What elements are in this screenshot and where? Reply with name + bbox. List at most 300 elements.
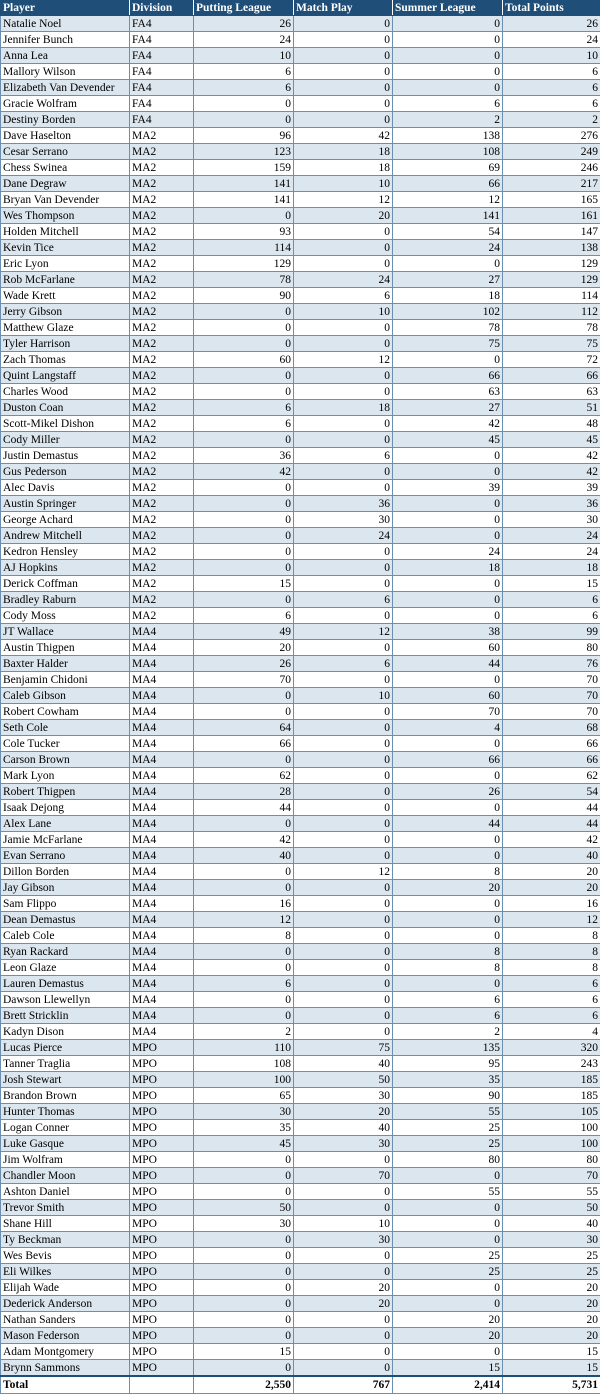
table-row: [1, 1152, 600, 1168]
cell-division: FA4: [130, 64, 194, 80]
table-row: [1, 96, 600, 112]
cell-division: MA4: [130, 1024, 194, 1040]
cell-match-play: 0: [294, 608, 393, 624]
table-row: [1, 304, 600, 320]
cell-summer-league: 80: [393, 1152, 503, 1168]
cell-player: Dane Degraw: [1, 176, 130, 192]
cell-player: Anna Lea: [1, 48, 130, 64]
header-player[interactable]: Player: [1, 1, 130, 16]
cell-total-points: 55: [503, 1184, 600, 1200]
cell-summer-league: 0: [393, 16, 503, 32]
cell-summer-league: 90: [393, 1088, 503, 1104]
cell-player: Seth Cole: [1, 720, 130, 736]
header-division[interactable]: Division: [130, 1, 194, 16]
cell-total-points: 20: [503, 1312, 600, 1328]
cell-player: Natalie Noel: [1, 16, 130, 32]
cell-match-play: 18: [294, 160, 393, 176]
cell-match-play: 6: [294, 448, 393, 464]
cell-division: MA4: [130, 848, 194, 864]
cell-match-play: 0: [294, 1184, 393, 1200]
cell-putting-league: 0: [194, 528, 294, 544]
cell-total-points: 30: [503, 512, 600, 528]
cell-total-points: 66: [503, 752, 600, 768]
cell-division: MA2: [130, 608, 194, 624]
cell-summer-league: 70: [393, 704, 503, 720]
cell-match-play: 36: [294, 496, 393, 512]
cell-division: MPO: [130, 1104, 194, 1120]
cell-putting-league: 42: [194, 832, 294, 848]
table-row: [1, 224, 600, 240]
cell-player: Jamie McFarlane: [1, 832, 130, 848]
cell-player: Eli Wilkes: [1, 1264, 130, 1280]
cell-player: Derick Coffman: [1, 576, 130, 592]
cell-total-points: 36: [503, 496, 600, 512]
cell-total-points: 243: [503, 1056, 600, 1072]
cell-match-play: 6: [294, 656, 393, 672]
cell-summer-league: 60: [393, 688, 503, 704]
cell-division: MPO: [130, 1120, 194, 1136]
cell-match-play: 0: [294, 32, 393, 48]
cell-player: Hunter Thomas: [1, 1104, 130, 1120]
cell-player: Kedron Hensley: [1, 544, 130, 560]
cell-match-play: 0: [294, 368, 393, 384]
cell-player: Tyler Harrison: [1, 336, 130, 352]
cell-putting-league: 0: [194, 1152, 294, 1168]
cell-summer-league: 20: [393, 880, 503, 896]
cell-summer-league: 55: [393, 1104, 503, 1120]
cell-putting-league: 0: [194, 1248, 294, 1264]
cell-player: Ashton Daniel: [1, 1184, 130, 1200]
cell-total-points: 8: [503, 928, 600, 944]
table-row: [1, 48, 600, 64]
cell-total-points: 75: [503, 336, 600, 352]
cell-player: Elijah Wade: [1, 1280, 130, 1296]
cell-summer-league: 25: [393, 1136, 503, 1152]
cell-summer-league: 69: [393, 160, 503, 176]
cell-putting-league: 6: [194, 976, 294, 992]
cell-division: MA2: [130, 352, 194, 368]
cell-player: Adam Montgomery: [1, 1344, 130, 1360]
table-row: [1, 944, 600, 960]
cell-division: MPO: [130, 1152, 194, 1168]
cell-division: MA2: [130, 544, 194, 560]
cell-match-play: 0: [294, 112, 393, 128]
cell-division: MA2: [130, 576, 194, 592]
cell-total-points: 68: [503, 720, 600, 736]
cell-division: MA2: [130, 384, 194, 400]
cell-total-points: 276: [503, 128, 600, 144]
cell-summer-league: 0: [393, 1280, 503, 1296]
cell-putting-league: 0: [194, 368, 294, 384]
cell-putting-league: 62: [194, 768, 294, 784]
totals-putting-league: 2,550: [194, 1376, 294, 1394]
cell-total-points: 48: [503, 416, 600, 432]
cell-player: AJ Hopkins: [1, 560, 130, 576]
table-row: [1, 736, 600, 752]
cell-putting-league: 15: [194, 576, 294, 592]
header-total-points[interactable]: Total Points: [503, 1, 600, 16]
cell-summer-league: 95: [393, 1056, 503, 1072]
cell-total-points: 25: [503, 1248, 600, 1264]
cell-division: MA2: [130, 128, 194, 144]
cell-total-points: 18: [503, 560, 600, 576]
cell-player: Brandon Brown: [1, 1088, 130, 1104]
totals-label: Total: [1, 1376, 130, 1394]
cell-summer-league: 102: [393, 304, 503, 320]
cell-match-play: 0: [294, 880, 393, 896]
cell-player: Ryan Rackard: [1, 944, 130, 960]
cell-match-play: 10: [294, 1216, 393, 1232]
cell-putting-league: 0: [194, 816, 294, 832]
table-row: [1, 64, 600, 80]
cell-player: Zach Thomas: [1, 352, 130, 368]
cell-division: MA4: [130, 816, 194, 832]
cell-division: MPO: [130, 1280, 194, 1296]
table-row: [1, 992, 600, 1008]
cell-putting-league: 50: [194, 1200, 294, 1216]
cell-player: Austin Springer: [1, 496, 130, 512]
cell-summer-league: 25: [393, 1120, 503, 1136]
cell-putting-league: 15: [194, 1344, 294, 1360]
cell-division: MA2: [130, 528, 194, 544]
cell-match-play: 12: [294, 352, 393, 368]
cell-player: Chess Swinea: [1, 160, 130, 176]
cell-player: Jay Gibson: [1, 880, 130, 896]
cell-player: JT Wallace: [1, 624, 130, 640]
cell-match-play: 12: [294, 624, 393, 640]
cell-match-play: 0: [294, 912, 393, 928]
cell-division: MA2: [130, 464, 194, 480]
cell-total-points: 42: [503, 832, 600, 848]
cell-match-play: 0: [294, 784, 393, 800]
cell-summer-league: 0: [393, 592, 503, 608]
cell-division: MPO: [130, 1184, 194, 1200]
table-row: [1, 752, 600, 768]
table-row: [1, 112, 600, 128]
cell-summer-league: 66: [393, 752, 503, 768]
cell-summer-league: 20: [393, 1328, 503, 1344]
cell-match-play: 0: [294, 800, 393, 816]
cell-total-points: 114: [503, 288, 600, 304]
cell-match-play: 18: [294, 400, 393, 416]
cell-match-play: 0: [294, 672, 393, 688]
cell-player: Shane Hill: [1, 1216, 130, 1232]
cell-player: Mark Lyon: [1, 768, 130, 784]
cell-total-points: 6: [503, 80, 600, 96]
cell-putting-league: 0: [194, 1232, 294, 1248]
cell-putting-league: 0: [194, 1296, 294, 1312]
cell-division: MPO: [130, 1056, 194, 1072]
table-row: [1, 192, 600, 208]
cell-division: MPO: [130, 1264, 194, 1280]
cell-summer-league: 8: [393, 944, 503, 960]
cell-summer-league: 108: [393, 144, 503, 160]
cell-total-points: 50: [503, 1200, 600, 1216]
cell-division: MA2: [130, 448, 194, 464]
cell-player: Dillon Borden: [1, 864, 130, 880]
table-row: [1, 1296, 600, 1312]
table-row: [1, 656, 600, 672]
table-row: [1, 1184, 600, 1200]
table-row: [1, 1216, 600, 1232]
cell-player: Matthew Glaze: [1, 320, 130, 336]
cell-putting-league: 0: [194, 96, 294, 112]
table-row: [1, 864, 600, 880]
table-row: [1, 1280, 600, 1296]
cell-match-play: 0: [294, 816, 393, 832]
cell-division: MA2: [130, 176, 194, 192]
table-row: [1, 1200, 600, 1216]
table-row: [1, 1088, 600, 1104]
cell-putting-league: 30: [194, 1216, 294, 1232]
table-row: [1, 208, 600, 224]
cell-division: MPO: [130, 1312, 194, 1328]
table-row: [1, 496, 600, 512]
cell-putting-league: 2: [194, 1024, 294, 1040]
cell-putting-league: 6: [194, 608, 294, 624]
cell-player: Duston Coan: [1, 400, 130, 416]
cell-summer-league: 0: [393, 352, 503, 368]
cell-match-play: 0: [294, 1344, 393, 1360]
cell-summer-league: 24: [393, 240, 503, 256]
table-row: [1, 1264, 600, 1280]
cell-putting-league: 0: [194, 384, 294, 400]
table-row: [1, 480, 600, 496]
cell-division: MA4: [130, 768, 194, 784]
cell-summer-league: 0: [393, 256, 503, 272]
cell-player: Benjamin Chidoni: [1, 672, 130, 688]
cell-division: MA2: [130, 256, 194, 272]
cell-match-play: 0: [294, 240, 393, 256]
cell-summer-league: 66: [393, 176, 503, 192]
cell-player: Brett Stricklin: [1, 1008, 130, 1024]
cell-putting-league: 0: [194, 944, 294, 960]
cell-summer-league: 12: [393, 192, 503, 208]
cell-division: MA2: [130, 496, 194, 512]
table-body: [1, 16, 600, 1377]
cell-division: MA2: [130, 192, 194, 208]
table-row: [1, 928, 600, 944]
table-row: [1, 128, 600, 144]
cell-player: Dawson Llewellyn: [1, 992, 130, 1008]
cell-total-points: 249: [503, 144, 600, 160]
cell-match-play: 0: [294, 1312, 393, 1328]
cell-putting-league: 44: [194, 800, 294, 816]
cell-total-points: 24: [503, 544, 600, 560]
cell-match-play: 42: [294, 128, 393, 144]
cell-player: Rob McFarlane: [1, 272, 130, 288]
cell-total-points: 72: [503, 352, 600, 368]
cell-match-play: 0: [294, 544, 393, 560]
header-putting-league[interactable]: Putting League: [194, 1, 294, 16]
cell-division: MA4: [130, 656, 194, 672]
cell-total-points: 20: [503, 1280, 600, 1296]
cell-division: MA2: [130, 368, 194, 384]
cell-putting-league: 0: [194, 688, 294, 704]
table-row: [1, 976, 600, 992]
cell-player: Kevin Tice: [1, 240, 130, 256]
cell-summer-league: 0: [393, 672, 503, 688]
table-row: [1, 848, 600, 864]
cell-summer-league: 0: [393, 896, 503, 912]
cell-summer-league: 24: [393, 544, 503, 560]
table-row: [1, 160, 600, 176]
cell-putting-league: 0: [194, 208, 294, 224]
cell-player: Dean Demastus: [1, 912, 130, 928]
cell-putting-league: 141: [194, 176, 294, 192]
table-row: [1, 896, 600, 912]
table-row: [1, 704, 600, 720]
cell-player: Wes Bevis: [1, 1248, 130, 1264]
table-row: [1, 32, 600, 48]
cell-division: FA4: [130, 48, 194, 64]
cell-player: Wes Thompson: [1, 208, 130, 224]
cell-putting-league: 0: [194, 336, 294, 352]
cell-division: MPO: [130, 1232, 194, 1248]
cell-match-play: 10: [294, 688, 393, 704]
cell-putting-league: 0: [194, 480, 294, 496]
table-row: [1, 640, 600, 656]
cell-putting-league: 0: [194, 1280, 294, 1296]
cell-summer-league: 25: [393, 1248, 503, 1264]
cell-summer-league: 0: [393, 736, 503, 752]
cell-player: Sam Flippo: [1, 896, 130, 912]
cell-total-points: 100: [503, 1120, 600, 1136]
cell-division: MA4: [130, 896, 194, 912]
table-row: [1, 720, 600, 736]
cell-total-points: 70: [503, 1168, 600, 1184]
cell-summer-league: 0: [393, 32, 503, 48]
cell-match-play: 0: [294, 832, 393, 848]
totals-total-points: 5,731: [503, 1376, 600, 1394]
cell-putting-league: 0: [194, 320, 294, 336]
cell-player: Logan Conner: [1, 1120, 130, 1136]
table-row: [1, 1136, 600, 1152]
cell-division: MA4: [130, 992, 194, 1008]
cell-putting-league: 129: [194, 256, 294, 272]
header-summer-league[interactable]: Summer League: [393, 1, 503, 16]
cell-summer-league: 27: [393, 400, 503, 416]
cell-player: Caleb Cole: [1, 928, 130, 944]
cell-putting-league: 8: [194, 928, 294, 944]
cell-total-points: 40: [503, 848, 600, 864]
cell-summer-league: 6: [393, 96, 503, 112]
cell-match-play: 0: [294, 1360, 393, 1377]
cell-player: Justin Demastus: [1, 448, 130, 464]
cell-total-points: 15: [503, 1360, 600, 1377]
cell-total-points: 70: [503, 688, 600, 704]
cell-summer-league: 0: [393, 448, 503, 464]
cell-match-play: 30: [294, 1088, 393, 1104]
cell-total-points: 100: [503, 1136, 600, 1152]
table-row: [1, 1232, 600, 1248]
cell-player: Robert Thigpen: [1, 784, 130, 800]
cell-match-play: 0: [294, 1264, 393, 1280]
totals-summer-league: 2,414: [393, 1376, 503, 1394]
cell-match-play: 0: [294, 720, 393, 736]
cell-summer-league: 0: [393, 608, 503, 624]
cell-division: MA4: [130, 1008, 194, 1024]
table-row: [1, 240, 600, 256]
cell-player: Mallory Wilson: [1, 64, 130, 80]
cell-division: MA2: [130, 304, 194, 320]
cell-putting-league: 20: [194, 640, 294, 656]
cell-player: Cole Tucker: [1, 736, 130, 752]
cell-match-play: 20: [294, 1104, 393, 1120]
cell-division: FA4: [130, 112, 194, 128]
cell-player: Nathan Sanders: [1, 1312, 130, 1328]
cell-summer-league: 0: [393, 576, 503, 592]
cell-summer-league: 39: [393, 480, 503, 496]
cell-summer-league: 0: [393, 1216, 503, 1232]
cell-putting-league: 6: [194, 416, 294, 432]
cell-total-points: 12: [503, 912, 600, 928]
cell-player: Gus Pederson: [1, 464, 130, 480]
cell-putting-league: 42: [194, 464, 294, 480]
cell-summer-league: 0: [393, 928, 503, 944]
table-row: [1, 800, 600, 816]
header-match-play[interactable]: Match Play: [294, 1, 393, 16]
cell-putting-league: 30: [194, 1104, 294, 1120]
cell-total-points: 63: [503, 384, 600, 400]
cell-putting-league: 90: [194, 288, 294, 304]
cell-putting-league: 6: [194, 80, 294, 96]
cell-summer-league: 0: [393, 768, 503, 784]
table-row: [1, 528, 600, 544]
table-row: [1, 544, 600, 560]
cell-division: MA2: [130, 512, 194, 528]
cell-division: MPO: [130, 1216, 194, 1232]
table-row: [1, 80, 600, 96]
cell-putting-league: 93: [194, 224, 294, 240]
cell-summer-league: 78: [393, 320, 503, 336]
cell-division: MPO: [130, 1360, 194, 1377]
cell-match-play: 0: [294, 1024, 393, 1040]
cell-putting-league: 0: [194, 544, 294, 560]
table-row: [1, 672, 600, 688]
cell-summer-league: 141: [393, 208, 503, 224]
cell-division: MA2: [130, 208, 194, 224]
cell-putting-league: 0: [194, 752, 294, 768]
cell-match-play: 30: [294, 1232, 393, 1248]
cell-division: MPO: [130, 1040, 194, 1056]
cell-putting-league: 78: [194, 272, 294, 288]
cell-total-points: 8: [503, 960, 600, 976]
cell-match-play: 0: [294, 432, 393, 448]
cell-putting-league: 0: [194, 304, 294, 320]
cell-player: Andrew Mitchell: [1, 528, 130, 544]
cell-total-points: 26: [503, 16, 600, 32]
cell-putting-league: 24: [194, 32, 294, 48]
cell-match-play: 0: [294, 96, 393, 112]
cell-summer-league: 20: [393, 1312, 503, 1328]
cell-putting-league: 6: [194, 64, 294, 80]
cell-division: MPO: [130, 1072, 194, 1088]
cell-match-play: 0: [294, 1200, 393, 1216]
cell-summer-league: 0: [393, 464, 503, 480]
cell-match-play: 0: [294, 896, 393, 912]
cell-total-points: 45: [503, 432, 600, 448]
cell-player: Holden Mitchell: [1, 224, 130, 240]
table-row: [1, 368, 600, 384]
cell-putting-league: 35: [194, 1120, 294, 1136]
cell-player: Luke Gasque: [1, 1136, 130, 1152]
table-row: [1, 288, 600, 304]
cell-total-points: 6: [503, 608, 600, 624]
table-row: [1, 1120, 600, 1136]
cell-player: Josh Stewart: [1, 1072, 130, 1088]
cell-division: MPO: [130, 1344, 194, 1360]
